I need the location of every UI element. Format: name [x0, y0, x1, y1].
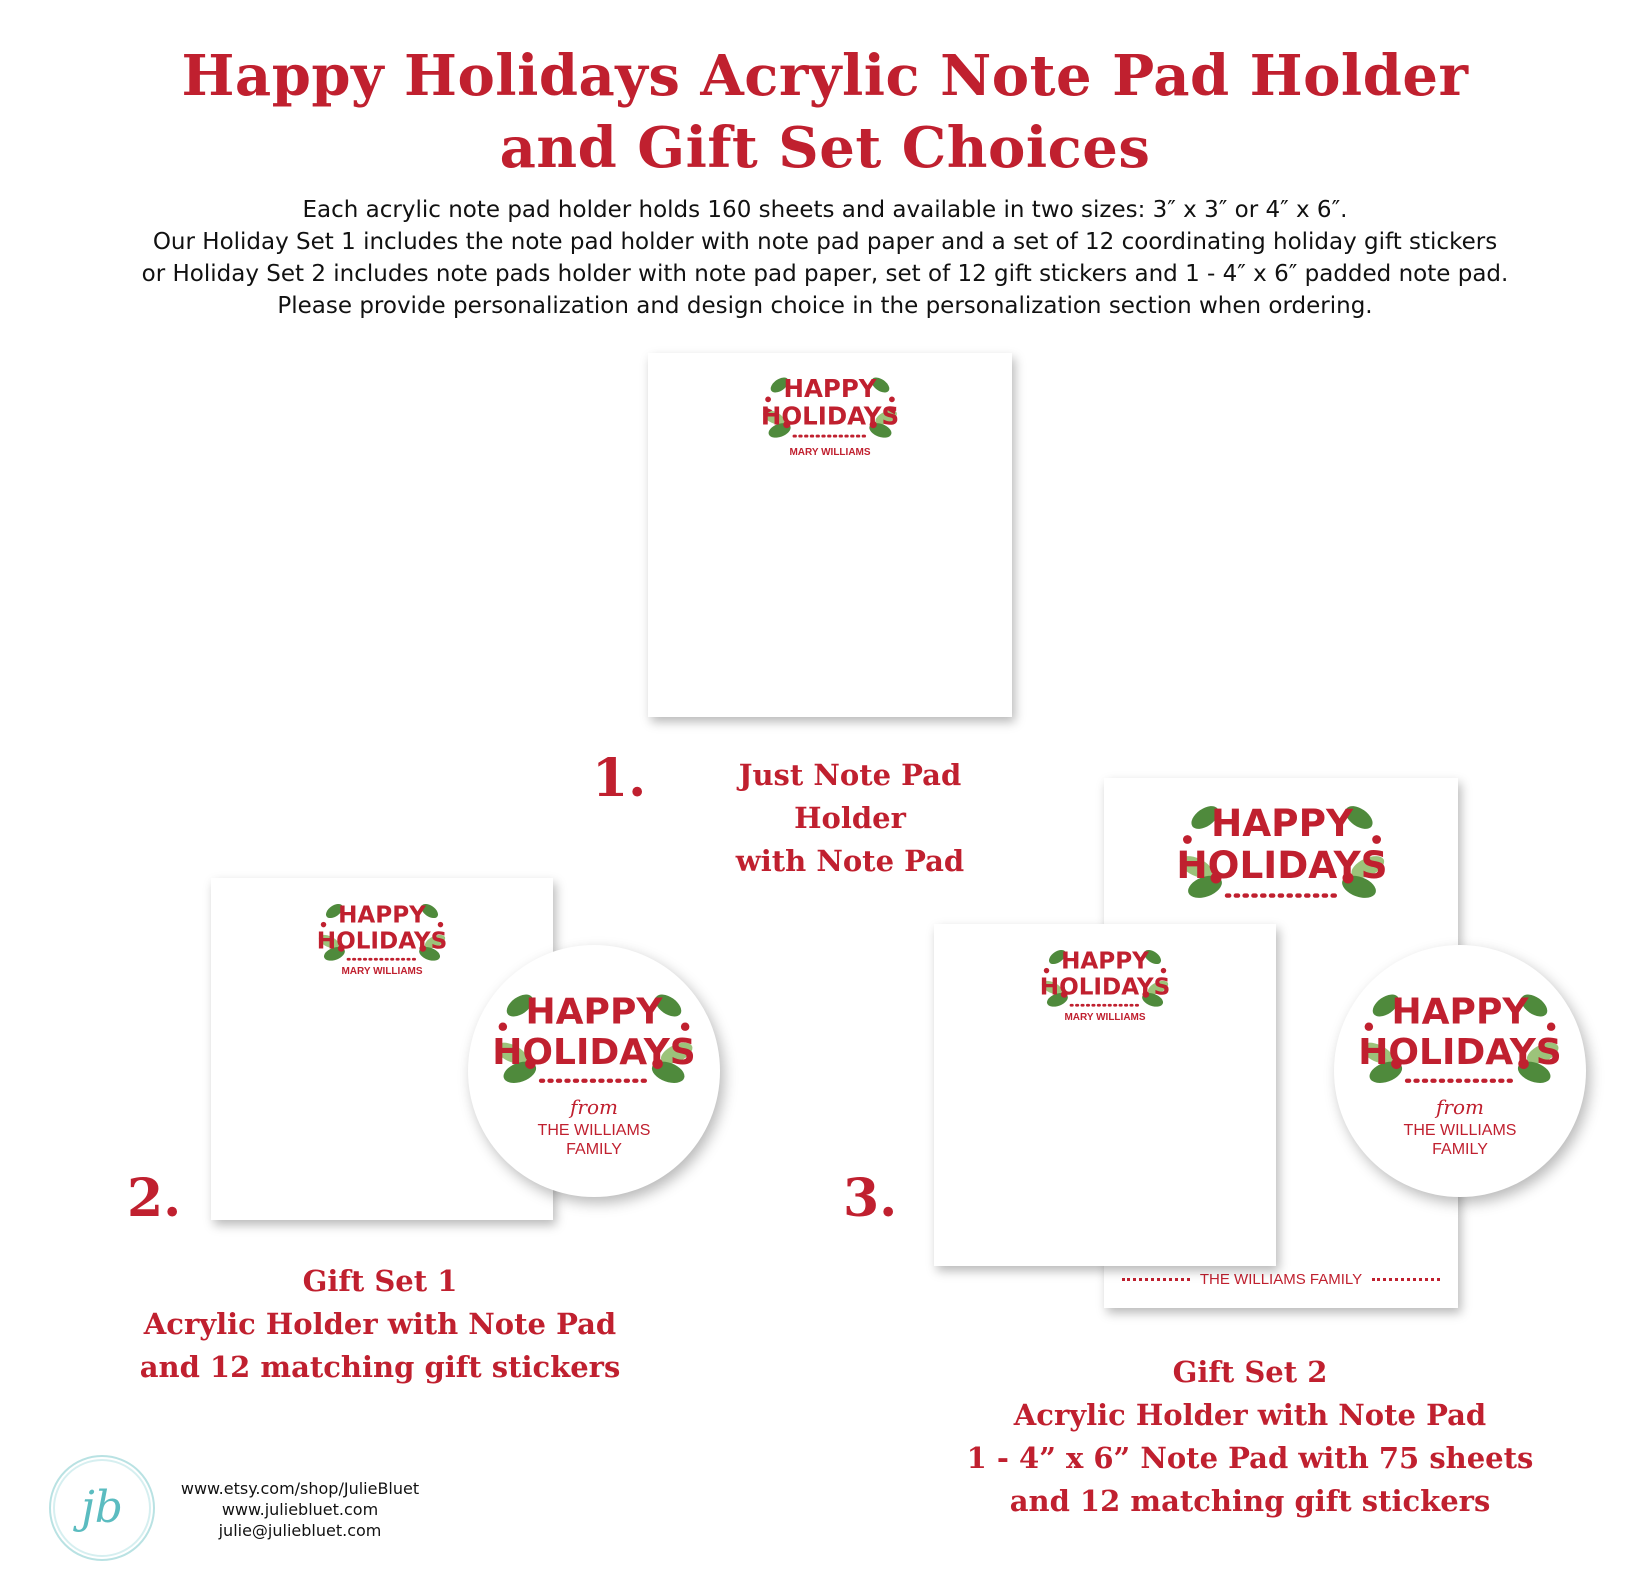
pad-footer: [1122, 1271, 1440, 1288]
happy-holidays-logo: [1354, 979, 1566, 1106]
logo-text-holidays: HOLIDAYS: [1176, 843, 1388, 887]
option-3-note-pad: [934, 924, 1276, 1266]
brand-logo-text: jb: [81, 1482, 123, 1533]
sticker-from: from: [570, 1095, 618, 1119]
option-3-caption: [960, 1351, 1540, 1523]
owner-name: MARY WILLIAMS: [341, 966, 423, 977]
option-3-caption-line-1: Gift Set 2: [1172, 1355, 1328, 1389]
contact-info: [150, 1478, 450, 1541]
website-link[interactable]: www.juliebluet.com: [221, 1500, 379, 1519]
description-line-2: Our Holiday Set 1 includes the note pad holder with note pad paper and a set of 12 coordinating holiday gift stickers: [152, 229, 1498, 255]
happy-holidays-logo: [314, 894, 450, 976]
title-line-2: and Gift Set Choices: [499, 115, 1151, 181]
logo-text-holidays: HOLIDAYS: [492, 1031, 696, 1073]
sticker-from: from: [1436, 1095, 1484, 1119]
option-1-caption-line-2: with Note Pad: [735, 844, 965, 878]
logo-text-happy: HAPPY: [1061, 948, 1149, 975]
option-2-caption-line-1: Gift Set 1: [302, 1264, 458, 1298]
logo-text-happy: HAPPY: [1210, 801, 1354, 846]
email-link[interactable]: julie@juliebluet.com: [218, 1521, 382, 1540]
option-2-caption: [120, 1260, 640, 1389]
happy-holidays-logo: [488, 979, 700, 1106]
owner-name: MARY WILLIAMS: [1064, 1012, 1146, 1023]
logo-text-holidays: HOLIDAYS: [316, 928, 448, 955]
owner-name: MARY WILLIAMS: [789, 447, 871, 458]
option-1-caption: [690, 754, 1010, 883]
option-3-caption-line-4: and 12 matching gift stickers: [1009, 1484, 1491, 1518]
brand-logo: [42, 1448, 162, 1568]
happy-holidays-logo: [758, 367, 902, 453]
description: [0, 194, 1650, 322]
logo-text-happy: HAPPY: [525, 991, 663, 1033]
option-3-caption-line-3: 1 - 4” x 6” Note Pad with 75 sheets: [966, 1441, 1534, 1475]
sticker-family-line-1: THE WILLIAMS: [537, 1122, 651, 1139]
sticker-family-line-2: FAMILY: [1432, 1141, 1488, 1158]
title-line-1: Happy Holidays Acrylic Note Pad Holder: [181, 43, 1469, 109]
logo-text-holidays: HOLIDAYS: [1039, 974, 1171, 1001]
happy-holidays-logo: [1172, 790, 1392, 911]
sticker-family-name: [1334, 1121, 1586, 1159]
description-line-4: Please provide personalization and design choice in the personalization section when ordering.: [277, 293, 1373, 319]
option-3-caption-line-2: Acrylic Holder with Note Pad: [1013, 1398, 1487, 1432]
sticker-family-name: [468, 1121, 720, 1159]
logo-text-holidays: HOLIDAYS: [760, 401, 900, 431]
etsy-link[interactable]: www.etsy.com/shop/JulieBluet: [180, 1479, 420, 1498]
option-1-note-pad: [648, 353, 1012, 717]
option-2-caption-line-2: Acrylic Holder with Note Pad: [143, 1307, 617, 1341]
happy-holidays-logo: [1037, 940, 1173, 1022]
option-1-number: 1.: [592, 748, 647, 809]
option-2-gift-sticker: [468, 945, 720, 1197]
sticker-family-line-2: FAMILY: [566, 1141, 622, 1158]
dotted-divider: [1372, 1278, 1440, 1281]
logo-text-happy: HAPPY: [1391, 991, 1529, 1033]
option-3-gift-sticker: [1334, 945, 1586, 1197]
dotted-divider: [1122, 1278, 1190, 1281]
logo-text-happy: HAPPY: [783, 374, 877, 404]
option-3-number: 3.: [843, 1168, 898, 1229]
description-line-3: or Holiday Set 2 includes note pads holder with note pad paper, set of 12 gift stickers and 1 - 4″ x 6″ padded note pad.: [141, 261, 1509, 287]
logo-text-holidays: HOLIDAYS: [1358, 1031, 1562, 1073]
sticker-family-line-1: THE WILLIAMS: [1403, 1122, 1517, 1139]
pad-footer-text: THE WILLIAMS FAMILY: [1199, 1271, 1363, 1288]
option-2-caption-line-3: and 12 matching gift stickers: [139, 1350, 621, 1384]
option-1-caption-line-1: Just Note Pad Holder: [738, 758, 962, 835]
description-line-1: Each acrylic note pad holder holds 160 sheets and available in two sizes: 3″ x 3″ or 4″ x 6″.: [302, 197, 1348, 223]
logo-text-happy: HAPPY: [338, 902, 426, 929]
page-title: [0, 40, 1650, 184]
option-2-number: 2.: [127, 1168, 182, 1229]
